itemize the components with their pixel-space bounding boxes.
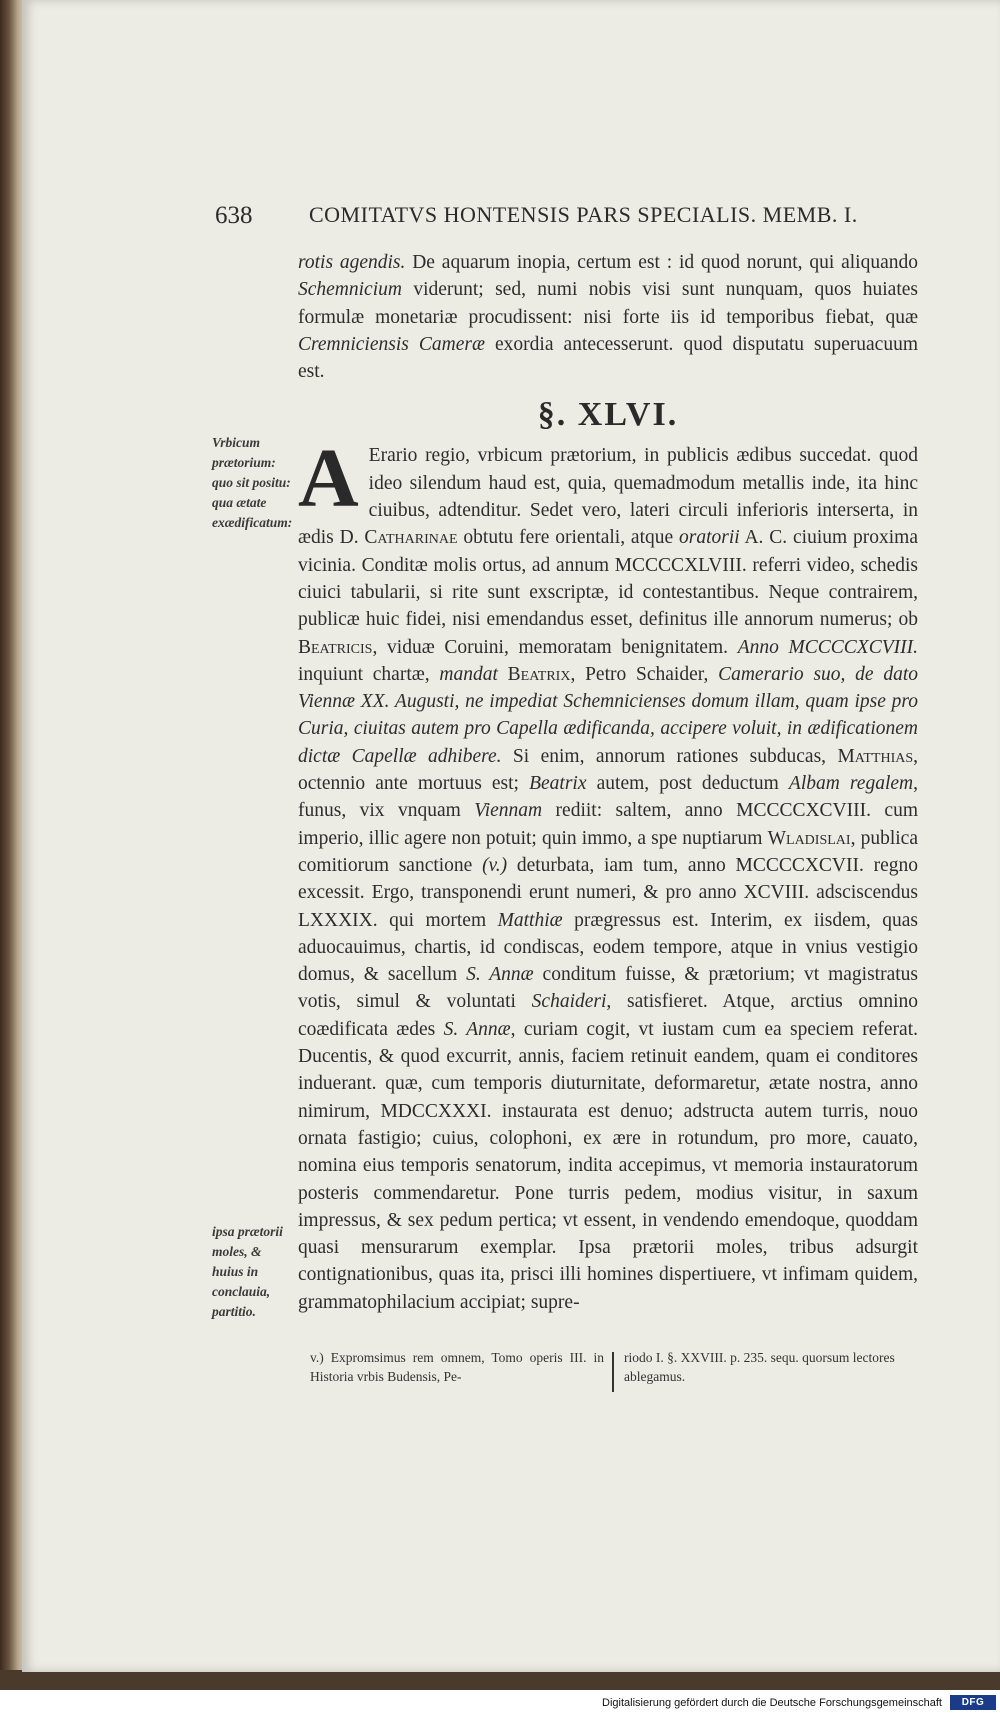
margin-note-moles: ipsa prætorii moles, & huius in conclauia, partitio.: [212, 1224, 283, 1319]
section-paragraph: A Erario regio, vrbicum prætorium, in publicis ædibus succedat. quod ideo silendum haud est, quia, quemadmodum metallis inde, ita hinc ciuibus, adtenditur. Sedet vero, lateri circuli inferioris interserta, in ædis D. Catharinae obtutu fere orientali, atque oratorii A. C. ciuium proxima vicinia. Conditæ molis ortus, ad annum MCCCCXLVIII. referri video, schedis ciuici tabularii, si rite sunt exscriptæ, id contestantibus. Neque contrairem, publicæ huic fidei, nisi emendandus esset, definitus ille annorum numerus; ob Beatricis, viduæ Coruini, memoratam benignitatem. Anno MCCCCXCVIII. inquiunt chartæ, mandat Beatrix, Petro Schaider, Camerario suo, de dato Viennæ XX. Augusti, ne impediat Schemnicienses domum illam, quam ipse pro Curia, ciuitas autem pro Capella ædificanda, accipere voluit, in ædificationem dictæ Capellæ adhibere. Si enim, annorum rationes subducas, Matthias, octennio ante mortuus est; Beatrix autem, post deductum Albam regalem, funus, vix vnquam Viennam rediit: saltem, anno MCCCCXCVIII. cum imperio, illic agere non potuit; quin immo, a spe nuptiarum Wladislai, publica comitiorum sanctione (v.) deturbata, iam tum, anno MCCCCXCVII. regno excessit. Ergo, transponendi erunt numeri, & pro anno XCVIII. adsciscendus LXXXIX. qui mortem Matthiæ prægressus est. Interim, ex iisdem, quas aduocauimus, chartis, id condiscas, eodem tempore, atque in vnius vestigio domus, & sacellum S. Annæ conditum fuisse, & prætorium; vt magistratus votis, simul & voluntati Schaideri, satisfieret. Atque, arctius omnino coædificata ædes S. Annæ, curiam cogit, vt iustam cum ea speciem referat. Ducentis, & quod excurrit, annis, faciem retinuit eandem, quam ei conditores induerant. quæ, cum temporis diuturnitate, deformaretur, ætate nostra, anno nimirum, MDCCXXXI. instaurata est denuo; adstructa autem turris, nouo ornata fastigio; cuius, colophoni, ex ære in rotundum, pro more, cauato, nomina eius temporis senatorum, indita accepimus, vt memoria instauratorum posteris commendaretur. Pone turris pedem, modius visitur, in saxum impressus, & sex pedum pertica; vt essent, in vendendo emendoque, quoddam quasi mensurarum exemplar. Ipsa prætorii moles, tribus adsurgit contignationibus, quas ita, prisci illi homines dispertiuere, vt infimam quidem, grammatophilacium accipiat; supre-: [298, 432, 919, 1313]
dfg-logo: DFG: [950, 1695, 996, 1710]
intro-italic: rotis agendis.: [298, 252, 406, 273]
intro-text-2: viderunt; sed, numi nobis visi sunt nunquam, quos huiates formulæ monetariæ procudissent: nisi forte iis id temporibus fiebat, quæ: [298, 279, 918, 328]
intro-paragraph: [298, 249, 918, 385]
digitization-credit: Digitalisierung gefördert durch die Deutsche Forschungsgemeinschaft: [602, 1697, 942, 1709]
intro-text-3: exordia antecesserunt. quod disputatu superuacuum est.: [298, 333, 918, 383]
intro-italic-2: Schemnicium: [298, 279, 402, 301]
footnote-right: riodo I. §. XXVIII. p. 235. sequ. quorsum lectores ablegamus.: [624, 1350, 895, 1384]
page-number: 638: [215, 202, 253, 229]
main-text: [298, 249, 918, 1316]
margin-note-prætorium: Vrbicum prætorium: quo sit positu: qua ætate exædificatum:: [212, 435, 293, 530]
intro-italic-3: Cremniciensis Cameræ: [298, 333, 485, 355]
running-head: COMITATVS HONTENSIS PARS SPECIALIS. MEMB. I.: [309, 202, 858, 227]
drop-cap: A: [298, 432, 359, 526]
section-heading: §. XLVI.: [537, 396, 679, 434]
intro-text: De aquarum inopia, certum est : id quod norunt, qui aliquando: [405, 252, 919, 273]
footnote-left: v.) Expromsimus rem omnem, Tomo operis III. in Historia vrbis Budensis, Pe-: [310, 1350, 604, 1384]
footnote-divider: [612, 1352, 614, 1392]
